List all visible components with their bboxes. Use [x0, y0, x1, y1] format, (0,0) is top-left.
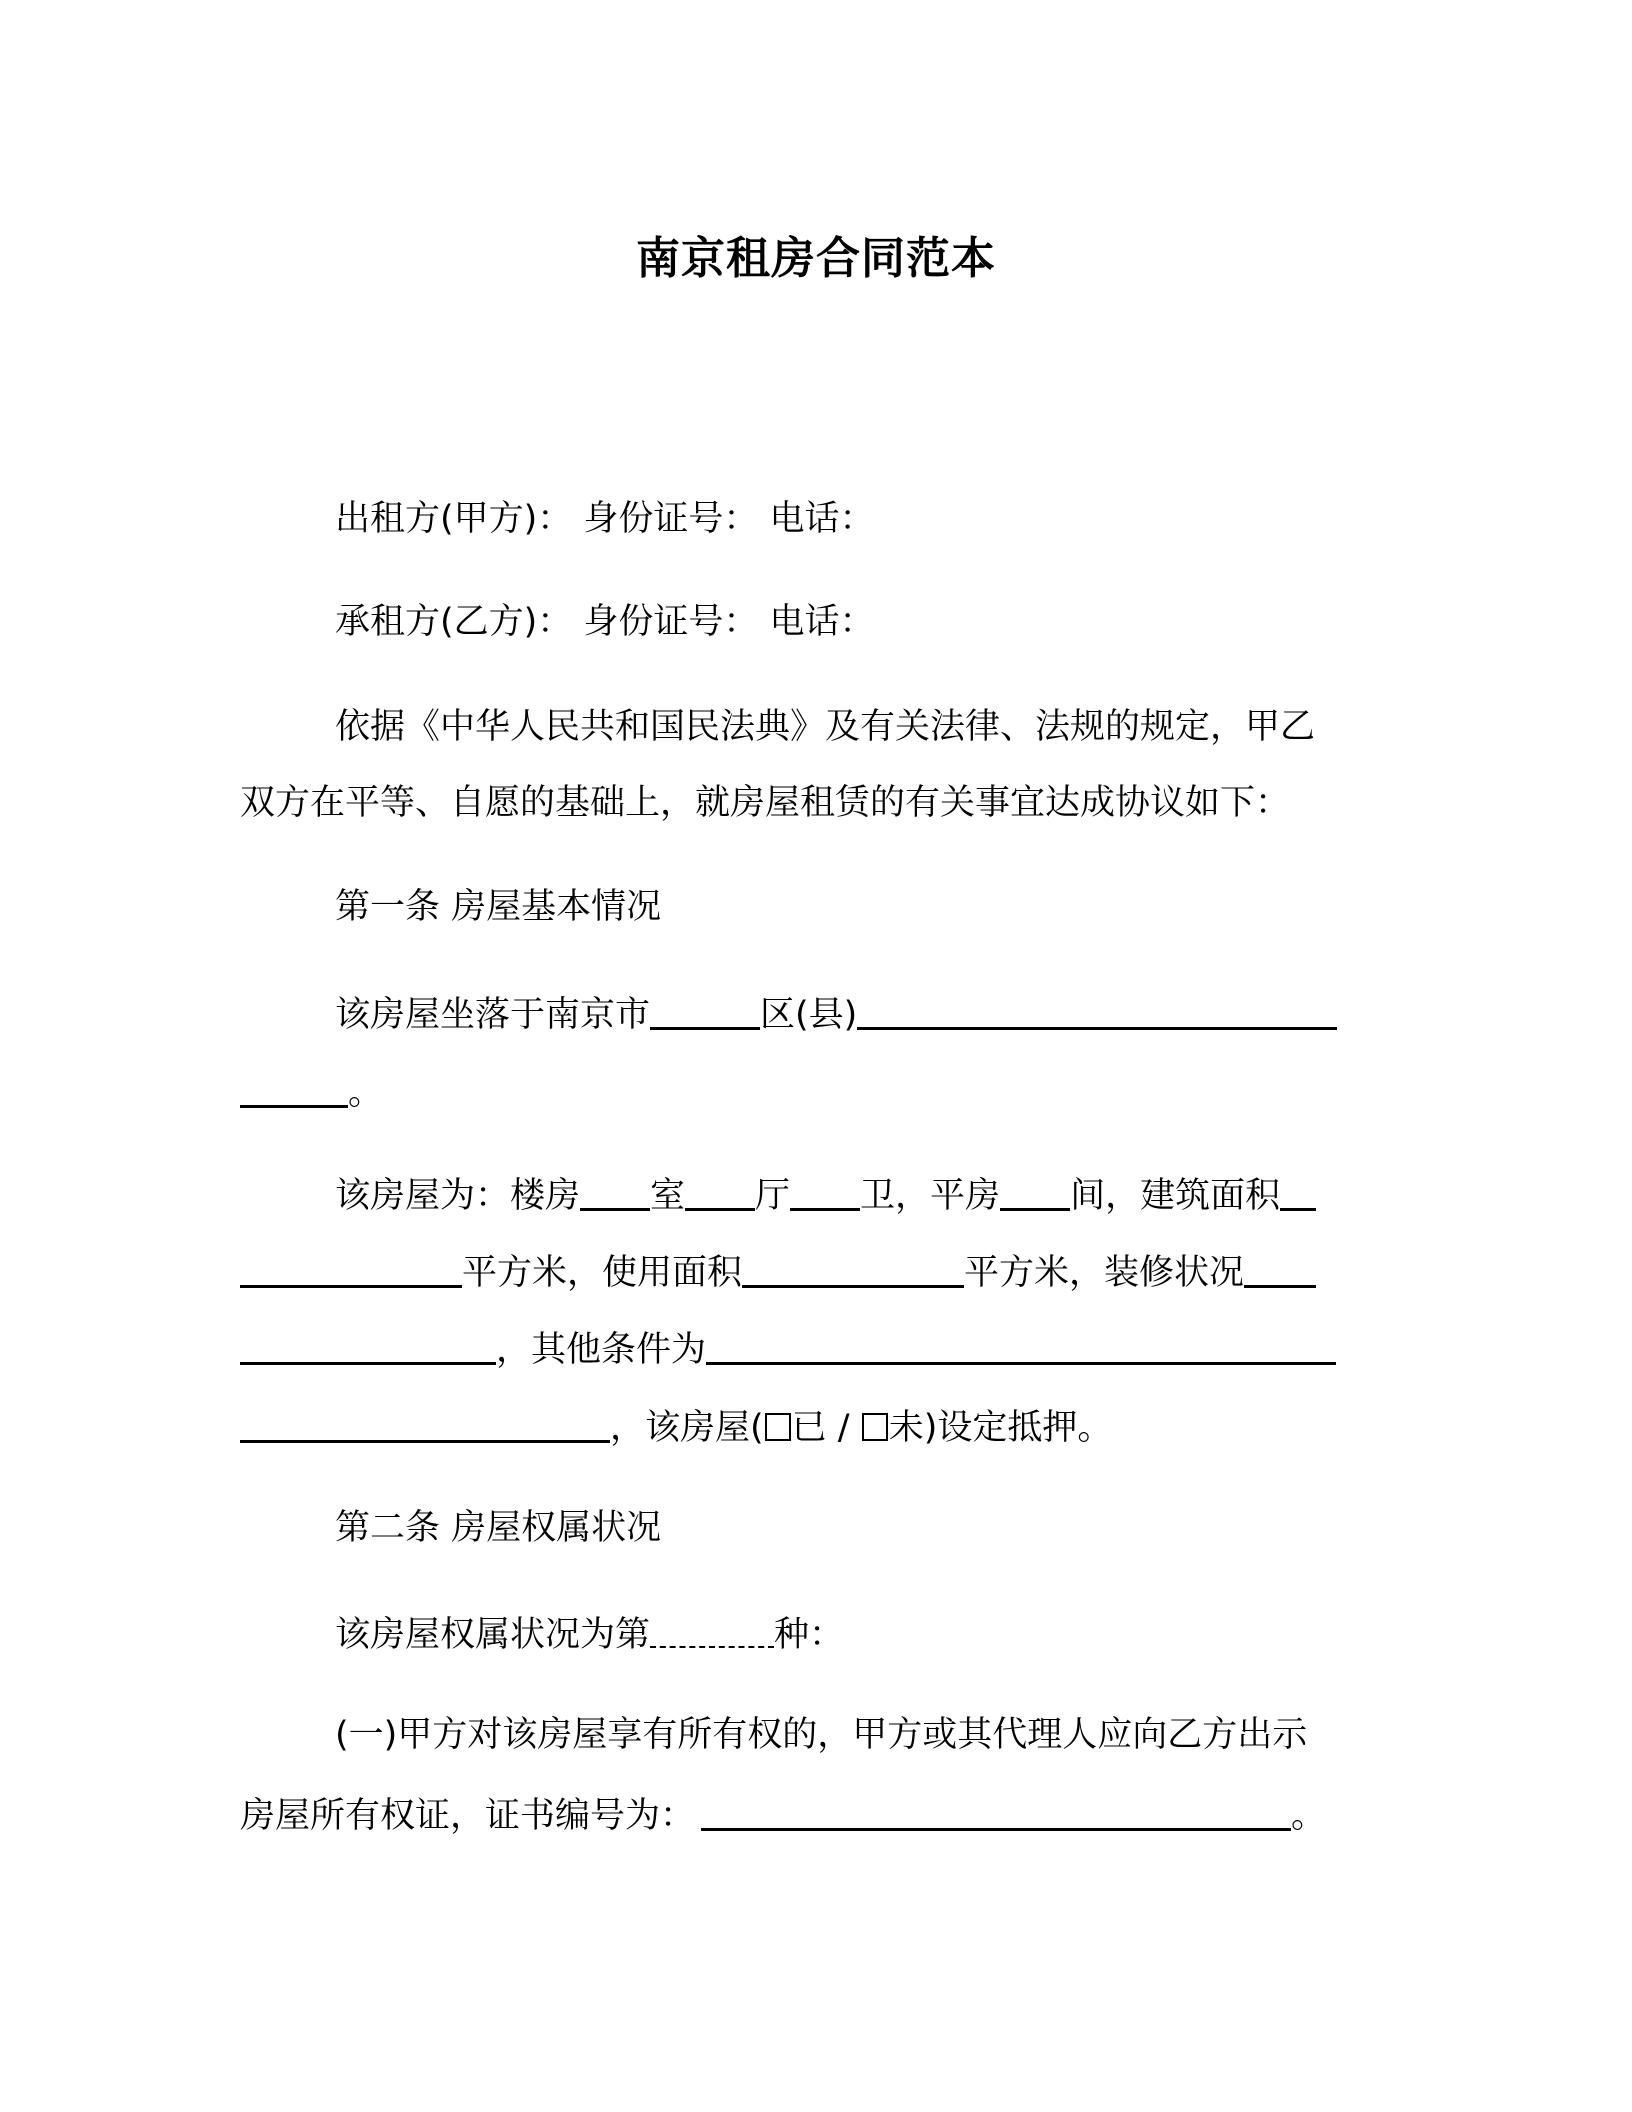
clause-1-line-2 [240, 1788, 1326, 1836]
usable-area-blank[interactable] [742, 1249, 964, 1288]
mortgage-yes-label: 已 / [791, 1408, 861, 1448]
clause-1-label: 房屋所有权证，证书编号为： [240, 1796, 696, 1836]
mortgage-prefix: ，该房屋( [610, 1408, 764, 1448]
hall-count-blank[interactable] [685, 1172, 755, 1211]
ownership-suffix: 种： [774, 1615, 845, 1655]
building-area-blank[interactable] [1280, 1172, 1316, 1211]
address-blank[interactable] [857, 991, 1337, 1030]
clause-1-line-1: (一)甲方对该房屋享有所有权的，甲方或其代理人应向乙方出示 [335, 1715, 1308, 1755]
document-title: 南京租房合同范本 [636, 233, 996, 284]
location-line [335, 987, 1337, 1035]
preamble-line-2: 双方在平等、自愿的基础上，就房屋租赁的有关事宜达成协议如下： [240, 783, 1291, 823]
other-conditions-label: ，其他条件为 [496, 1330, 707, 1370]
party-a-line: 出租方(甲方)： 身份证号： 电话： [335, 499, 875, 539]
layout-bath: 卫，平房 [860, 1176, 1001, 1216]
other-conditions-blank[interactable] [706, 1326, 1336, 1365]
layout-line [335, 1168, 1316, 1216]
location-line-cont [240, 1065, 383, 1113]
bath-count-blank[interactable] [790, 1172, 860, 1211]
article-1-heading: 第一条 房屋基本情况 [335, 887, 662, 927]
location-district-label: 区(县) [760, 995, 858, 1035]
location-prefix: 该房屋坐落于南京市 [335, 995, 651, 1035]
other-conditions-blank-cont[interactable] [240, 1404, 610, 1443]
layout-hall: 厅 [755, 1176, 791, 1216]
mortgage-no-checkbox[interactable] [862, 1413, 888, 1441]
single-room-count-blank[interactable] [1000, 1172, 1070, 1211]
layout-prefix: 该房屋为：楼房 [335, 1176, 581, 1216]
decoration-blank[interactable] [1244, 1249, 1316, 1288]
article-2-heading: 第二条 房屋权属状况 [335, 1508, 662, 1548]
mortgage-line [240, 1400, 1112, 1448]
party-b-line: 承租方(乙方)： 身份证号： 电话： [335, 602, 875, 642]
mortgage-no-label: 未)设定抵押。 [888, 1408, 1113, 1448]
district-blank[interactable] [650, 991, 760, 1030]
building-area-blank-cont[interactable] [240, 1249, 462, 1288]
clause-1-end: 。 [1291, 1796, 1327, 1836]
ownership-type-blank[interactable] [650, 1610, 774, 1648]
mortgage-yes-checkbox[interactable] [765, 1413, 791, 1441]
ownership-prefix: 该房屋权属状况为第 [335, 1615, 651, 1655]
certificate-number-blank[interactable] [701, 1792, 1291, 1831]
other-conditions-line [240, 1322, 1336, 1370]
preamble-line-1: 依据《中华人民共和国民法典》及有关法律、法规的规定，甲乙 [335, 707, 1316, 747]
area-sqm1: 平方米，使用面积 [462, 1253, 743, 1293]
layout-room: 室 [650, 1176, 686, 1216]
decoration-blank-cont[interactable] [240, 1326, 496, 1365]
ownership-line [335, 1608, 844, 1656]
room-count-blank[interactable] [580, 1172, 650, 1211]
area-line [240, 1245, 1316, 1293]
location-end: 。 [348, 1073, 384, 1113]
layout-rooms-single: 间，建筑面积 [1070, 1176, 1281, 1216]
address-blank-cont[interactable] [240, 1069, 348, 1108]
area-sqm2: 平方米，装修状况 [964, 1253, 1245, 1293]
